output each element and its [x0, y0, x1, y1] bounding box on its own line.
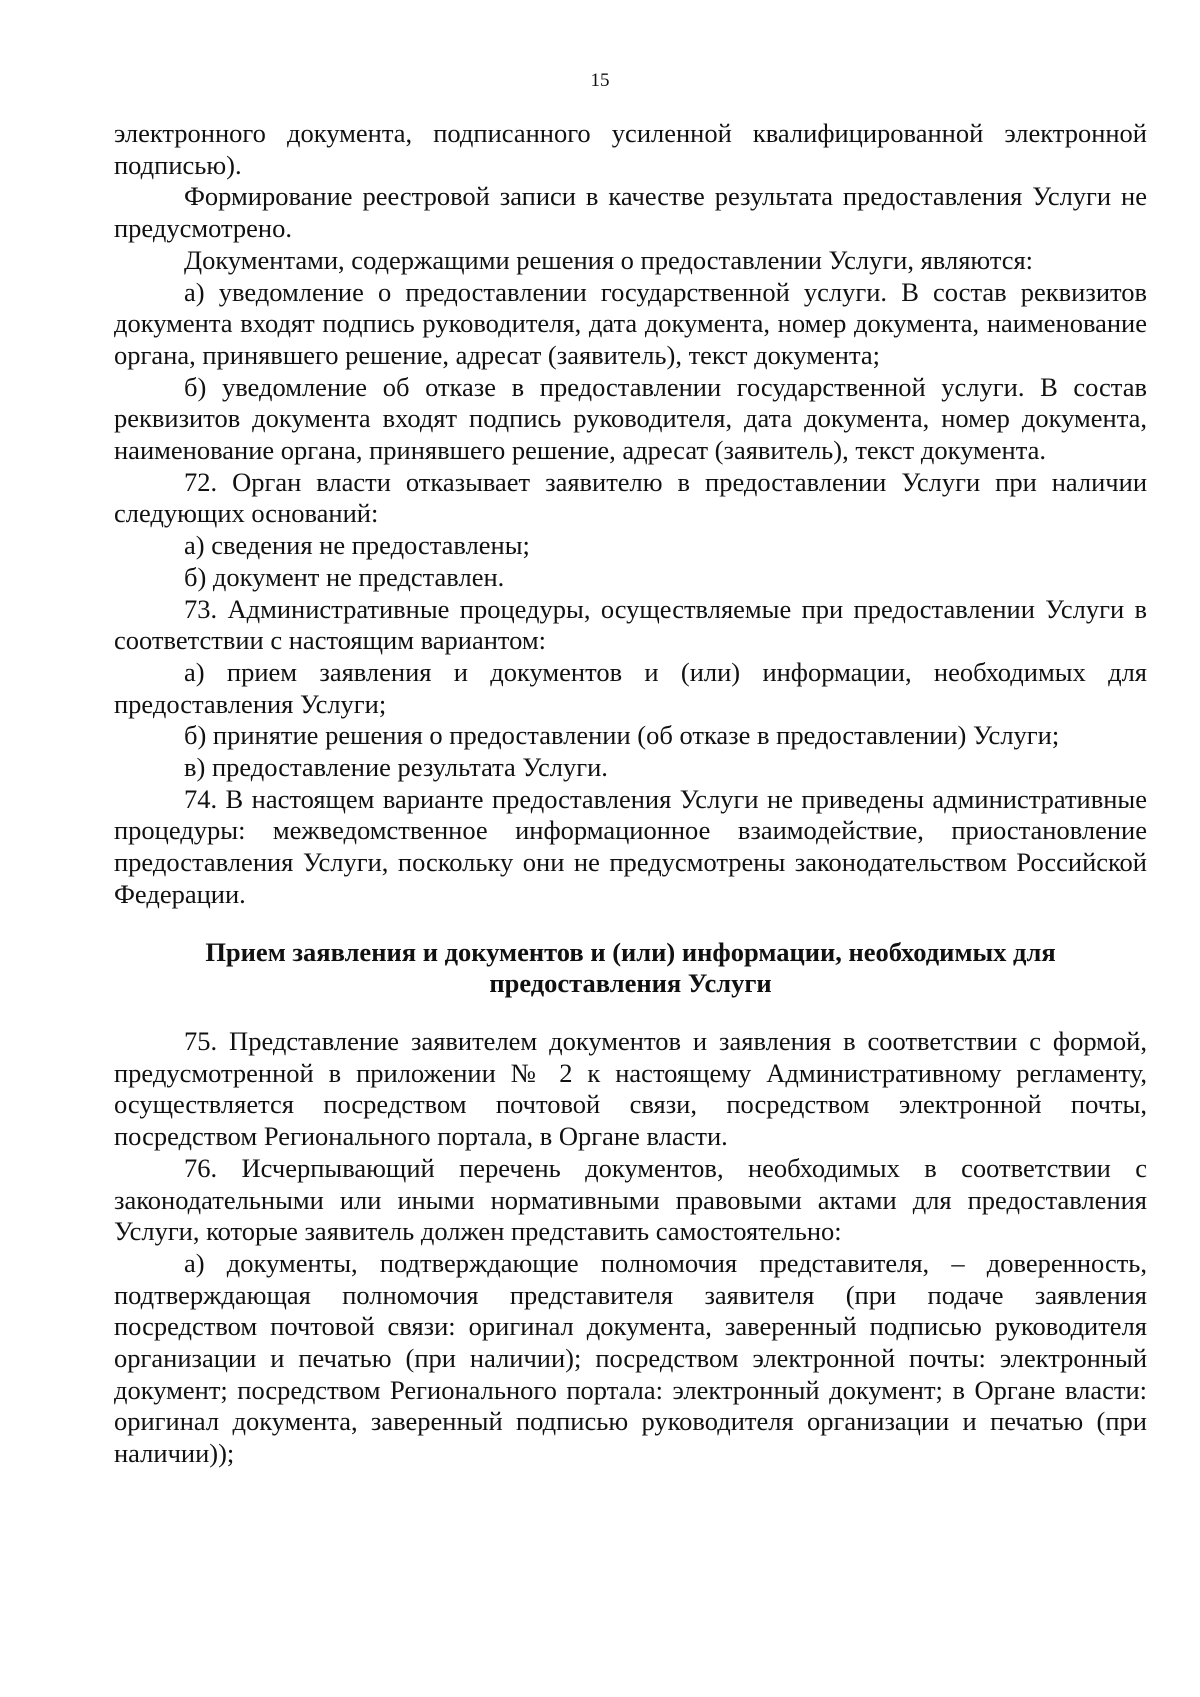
clause-76: 76. Исчерпывающий перечень документов, необходимых в соответствии с законодательными или иными нормативными правовыми актами для предоставления Услуги, которые заявитель должен представить самостоятельно:: [114, 1152, 1147, 1247]
list-item: а) уведомление о предоставлении государственной услуги. В состав реквизитов документа входят подпись руководителя, дата документа, номер документа, наименование органа, принявшего решение, адресат (заявитель), текст документа;: [114, 276, 1147, 370]
list-item: б) принятие решения о предоставлении (об отказе в предоставлении) Услуги;: [184, 720, 1060, 751]
section-heading-line1: Прием заявления и документов и (или) информации, необходимых для: [205, 936, 1056, 967]
list-item: в) предоставление результата Услуги.: [184, 752, 608, 783]
list-item: б) уведомление об отказе в предоставлении государственной услуги. В состав реквизитов документа входят подпись руководителя, дата документа, номер документа, наименование органа, принявшего решение, адресат (заявитель), текст документа.: [114, 371, 1147, 466]
list-item: а) прием заявления и документов и (или) информации, необходимых для предоставления Услуги;: [114, 656, 1147, 719]
list-item: а) сведения не предоставлены;: [184, 530, 530, 561]
clause-75: 75. Представление заявителем документов и заявления в соответствии с формой, предусмотренной в приложении № 2 к настоящему Административному регламенту, осуществляется посредством почтовой связи, посредством электронной почты, посредством Регионального портала, в Органе власти.: [114, 1025, 1147, 1152]
list-item: б) документ не представлен.: [184, 561, 505, 592]
clause-73: 73. Административные процедуры, осуществляемые при предоставлении Услуги в соответствии с настоящим вариантом:: [114, 593, 1147, 656]
list-item: а) документы, подтверждающие полномочия представителя, – доверенность, подтверждающая полномочия представителя заявителя (при подаче заявления посредством почтовой связи: оригинал документа, заверенный подписью руководителя организации и печатью (при наличии); посредством электронной почты: электронный документ; посредством Регионального портала: электронный документ; в Органе власти: оригинал документа, заверенный подписью руководителя организации и печатью (при наличии));: [114, 1247, 1147, 1469]
document-body: [114, 118, 1147, 1470]
section-heading: [114, 937, 1147, 1000]
clause-72: 72. Орган власти отказывает заявителю в предоставлении Услуги при наличии следующих оснований:: [114, 466, 1147, 529]
section-heading-line2: предоставления Услуги: [489, 968, 772, 999]
paragraph: Формирование реестровой записи в качестве результата предоставления Услуги не предусмотрено.: [114, 181, 1147, 244]
paragraph: Документами, содержащими решения о предоставлении Услуги, являются:: [184, 244, 1034, 275]
clause-74: 74. В настоящем варианте предоставления Услуги не приведены административные процедуры: межведомственное информационное взаимодействие, приостановление предоставления Услуги, поскольку они не предусмотрены законодательством Российской Федерации.: [114, 783, 1147, 909]
paragraph: электронного документа, подписанного усиленной квалифицированной электронной подписью).: [114, 118, 1147, 180]
page-number: 15: [590, 70, 610, 91]
